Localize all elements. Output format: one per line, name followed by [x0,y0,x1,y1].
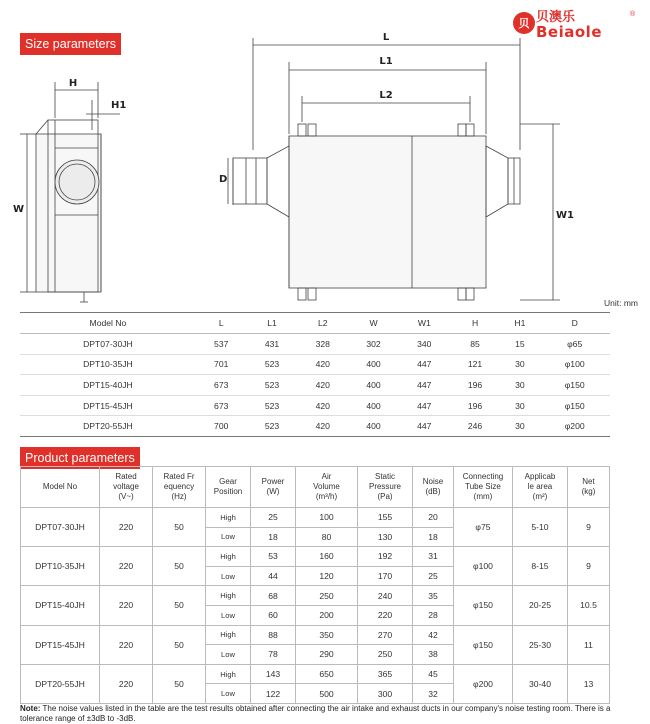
power-cell: 60 [251,605,296,625]
net-weight-cell: 10.5 [568,586,610,625]
air-volume-cell: 160 [296,547,358,567]
model-cell: DPT20-55JH [21,664,100,703]
gear-cell: Low [206,605,251,625]
dim-label-d: D [219,174,228,185]
dimension-cell: 196 [450,395,501,416]
frequency-cell: 50 [153,508,206,547]
size-header: H1 [500,313,539,334]
product-table-row [21,547,610,567]
dimension-cell: φ200 [539,416,610,437]
size-table-row [20,334,610,355]
model-cell: DPT07-30JH [21,508,100,547]
header-power: Power (W) [251,467,296,508]
power-cell: 68 [251,586,296,606]
pressure-cell: 240 [358,586,413,606]
front-view [228,38,560,300]
pressure-cell: 130 [358,527,413,547]
dimension-cell: 30 [500,395,539,416]
size-table-header-row [20,313,610,334]
pressure-cell: 300 [358,684,413,704]
dimension-cell: 701 [196,354,247,375]
pressure-cell: 365 [358,664,413,684]
net-weight-cell: 11 [568,625,610,664]
dimension-cell: 400 [348,416,399,437]
air-volume-cell: 80 [296,527,358,547]
product-table-row [21,586,610,606]
size-table-row [20,354,610,375]
dimension-cell: 700 [196,416,247,437]
size-header: L [196,313,247,334]
noise-cell: 32 [413,684,454,704]
dimension-cell: 30 [500,375,539,396]
size-header: W1 [399,313,450,334]
noise-cell: 20 [413,508,454,528]
power-cell: 88 [251,625,296,645]
dimension-cell: 15 [500,334,539,355]
dimension-cell: 30 [500,416,539,437]
area-cell: 30-40 [513,664,568,703]
size-header: L2 [297,313,348,334]
gear-cell: High [206,625,251,645]
dimension-cell: φ65 [539,334,610,355]
noise-cell: 35 [413,586,454,606]
header-net-weight: Net (kg) [568,467,610,508]
frequency-cell: 50 [153,586,206,625]
dim-label-l2: L2 [379,90,393,101]
dimension-cell: 447 [399,375,450,396]
air-volume-cell: 120 [296,566,358,586]
size-header: H [450,313,501,334]
pressure-cell: 192 [358,547,413,567]
svg-text:贝: 贝 [518,17,530,30]
dimension-cell: 400 [348,395,399,416]
pressure-cell: 170 [358,566,413,586]
tube-size-cell: φ150 [454,625,513,664]
size-header: D [539,313,610,334]
air-volume-cell: 650 [296,664,358,684]
model-cell: DPT15-45JH [21,625,100,664]
dimension-cell: 328 [297,334,348,355]
gear-cell: High [206,547,251,567]
dimension-cell: 302 [348,334,399,355]
dimension-cell: 400 [348,354,399,375]
air-volume-cell: 200 [296,605,358,625]
frequency-cell: 50 [153,664,206,703]
model-cell: DPT15-40JH [21,586,100,625]
dimension-cell: φ150 [539,375,610,396]
dimension-cell: 420 [297,354,348,375]
pressure-cell: 270 [358,625,413,645]
registered-mark: ® [630,11,636,18]
area-cell: 25-30 [513,625,568,664]
noise-cell: 25 [413,566,454,586]
power-cell: 25 [251,508,296,528]
noise-cell: 31 [413,547,454,567]
voltage-cell: 220 [100,547,153,586]
air-volume-cell: 100 [296,508,358,528]
header-static-pressure: Static Pressure (Pa) [358,467,413,508]
dimension-cell: 196 [450,375,501,396]
dim-label-w1: W1 [556,210,574,221]
dimension-cell: 431 [247,334,298,355]
header-air-volume: Air Volume (m³/h) [296,467,358,508]
dimension-cell: 673 [196,375,247,396]
noise-cell: 18 [413,527,454,547]
header-applicable-area: Applicab le area (m²) [513,467,568,508]
dimension-cell: 523 [247,375,298,396]
dimension-cell: 340 [399,334,450,355]
dim-label-h1: H1 [111,100,127,111]
frequency-cell: 50 [153,547,206,586]
product-table-row [21,625,610,645]
air-volume-cell: 290 [296,645,358,665]
gear-cell: Low [206,684,251,704]
dimension-cell: 523 [247,416,298,437]
note-label: Note: [20,704,41,713]
dimension-cell: 523 [247,395,298,416]
product-table-row [21,508,610,528]
model-cell: DPT15-45JH [20,395,196,416]
pressure-cell: 220 [358,605,413,625]
dimension-cell: 523 [247,354,298,375]
air-volume-cell: 350 [296,625,358,645]
model-cell: DPT10-35JH [21,547,100,586]
noise-cell: 28 [413,605,454,625]
dimension-cell: 420 [297,375,348,396]
unit-label: Unit: mm [604,298,638,308]
tube-size-cell: φ100 [454,547,513,586]
dimension-cell: 447 [399,395,450,416]
power-cell: 78 [251,645,296,665]
dimension-cell: 420 [297,395,348,416]
size-parameters-label: Size parameters [20,33,121,55]
size-table-row [20,416,610,437]
noise-cell: 42 [413,625,454,645]
product-parameters-label: Product parameters [20,447,140,469]
voltage-cell: 220 [100,664,153,703]
product-table [20,466,610,704]
area-cell: 8-15 [513,547,568,586]
header-gear: Gear Position [206,467,251,508]
size-header: W [348,313,399,334]
dimension-cell: 85 [450,334,501,355]
dimension-cell: 537 [196,334,247,355]
model-cell: DPT20-55JH [20,416,196,437]
brand-latin: Beiaole [536,23,602,40]
dimension-cell: 447 [399,416,450,437]
net-weight-cell: 13 [568,664,610,703]
model-cell: DPT15-40JH [20,375,196,396]
power-cell: 53 [251,547,296,567]
voltage-cell: 220 [100,586,153,625]
air-volume-cell: 500 [296,684,358,704]
header-voltage: Rated voltage (V~) [100,467,153,508]
size-table-row [20,375,610,396]
net-weight-cell: 9 [568,508,610,547]
header-tube-size: Connecting Tube Size (mm) [454,467,513,508]
dimension-cell: 121 [450,354,501,375]
gear-cell: High [206,586,251,606]
size-header: L1 [247,313,298,334]
power-cell: 18 [251,527,296,547]
header-model: Model No [21,467,100,508]
dimension-cell: φ150 [539,395,610,416]
tube-size-cell: φ150 [454,586,513,625]
header-noise: Noise (dB) [413,467,454,508]
model-cell: DPT10-35JH [20,354,196,375]
noise-cell: 45 [413,664,454,684]
dimension-cell: 447 [399,354,450,375]
dimension-cell: 673 [196,395,247,416]
gear-cell: Low [206,645,251,665]
dimension-cell: 246 [450,416,501,437]
pressure-cell: 250 [358,645,413,665]
size-header: Model No [20,313,196,334]
voltage-cell: 220 [100,508,153,547]
gear-cell: High [206,664,251,684]
dimension-cell: φ100 [539,354,610,375]
gear-cell: High [206,508,251,528]
dimension-cell: 400 [348,375,399,396]
product-table-row [21,664,610,684]
net-weight-cell: 9 [568,547,610,586]
product-table-header-row [21,467,610,508]
area-cell: 5-10 [513,508,568,547]
power-cell: 122 [251,684,296,704]
note-text: The noise values listed in the table are the test results obtained after connecting the air intake and exhaust ducts in our company's noise testing room. There is a tolerance range of ±3dB to -3dB. [20,704,611,723]
size-table [20,312,610,437]
dim-label-l: L [382,32,390,43]
dim-label-h: H [68,78,78,89]
gear-cell: Low [206,566,251,586]
tube-size-cell: φ75 [454,508,513,547]
model-cell: DPT07-30JH [20,334,196,355]
gear-cell: Low [206,527,251,547]
dim-label-l1: L1 [379,56,393,67]
header-frequency: Rated Fr equency (Hz) [153,467,206,508]
dim-label-w: W [13,204,25,215]
power-cell: 44 [251,566,296,586]
dimension-drawing [0,0,650,312]
power-cell: 143 [251,664,296,684]
size-table-row [20,395,610,416]
dimension-cell: 30 [500,354,539,375]
voltage-cell: 220 [100,625,153,664]
air-volume-cell: 250 [296,586,358,606]
dimension-cell: 420 [297,416,348,437]
footnote [20,704,620,724]
area-cell: 20-25 [513,586,568,625]
pressure-cell: 155 [358,508,413,528]
tube-size-cell: φ200 [454,664,513,703]
brand-chinese: 贝澳乐 [536,10,576,25]
frequency-cell: 50 [153,625,206,664]
side-view [20,82,120,302]
noise-cell: 38 [413,645,454,665]
